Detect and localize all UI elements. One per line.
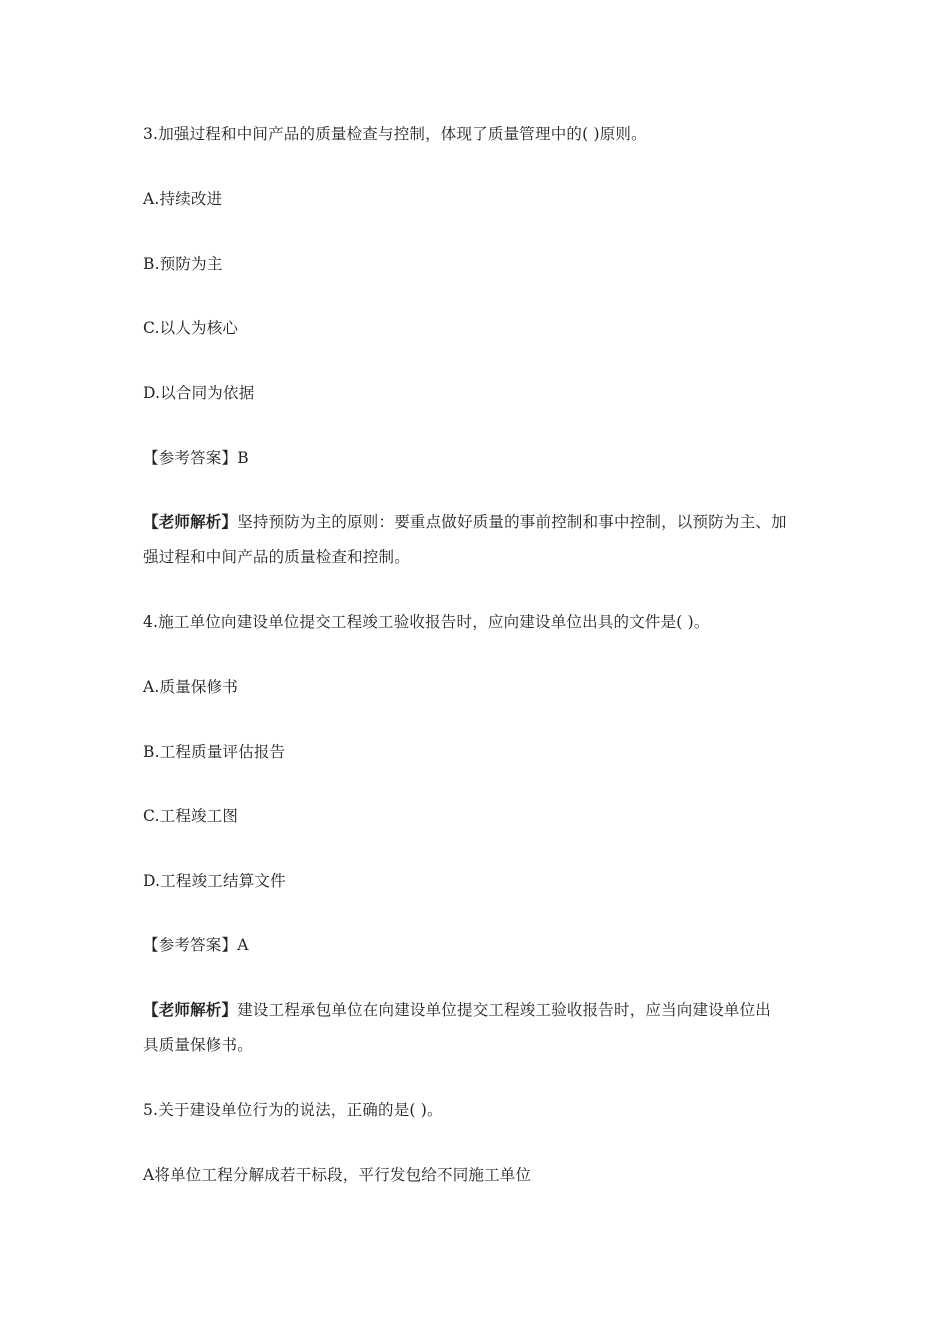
- question-4-option-a: A.质量保修书: [143, 678, 239, 696]
- question-4-option-c: C.工程竣工图: [143, 807, 239, 825]
- analysis-text-line-1: 建设工程承包单位在向建设单位提交工程竣工验收报告时，应当向建设单位出: [237, 1001, 772, 1019]
- question-4-option-b: B.工程质量评估报告: [143, 743, 286, 761]
- analysis-label: 【老师解析】: [143, 1000, 238, 1019]
- analysis-label: 【老师解析】: [143, 512, 238, 531]
- question-5-option-a: A将单位工程分解成若干标段，平行发包给不同施工单位: [143, 1166, 532, 1184]
- analysis-text-line-1: 坚持预防为主的原则：要重点做好质量的事前控制和事中控制，以预防为主、加: [237, 513, 787, 531]
- question-4-stem: 4.施工单位向建设单位提交工程竣工验收报告时，应向建设单位出具的文件是( )。: [143, 613, 710, 631]
- question-3-answer: [143, 443, 813, 473]
- question-4-analysis-line-2: 具质量保修书。: [143, 1036, 253, 1054]
- question-3-option-c: C.以人为核心: [143, 319, 239, 337]
- question-3-analysis-line-2: 强过程和中间产品的质量检查和控制。: [143, 548, 410, 566]
- question-5-stem: 5.关于建设单位行为的说法，正确的是( )。: [143, 1101, 443, 1119]
- answer-label: 【参考答案】: [143, 936, 238, 954]
- answer-value: B: [237, 449, 249, 467]
- question-3-option-a: A.持续改进: [143, 190, 223, 208]
- question-3-option-d: D.以合同为依据: [143, 384, 255, 402]
- question-4-option-d: D.工程竣工结算文件: [143, 872, 286, 890]
- answer-label: 【参考答案】: [143, 449, 238, 467]
- question-3-option-b: B.预防为主: [143, 255, 223, 273]
- question-3-stem: 3.加强过程和中间产品的质量检查与控制，体现了质量管理中的( )原则。: [143, 125, 647, 143]
- question-4-answer: [143, 930, 813, 960]
- question-3-analysis: [143, 507, 813, 537]
- answer-value: A: [237, 936, 249, 954]
- question-4-analysis: [143, 995, 813, 1025]
